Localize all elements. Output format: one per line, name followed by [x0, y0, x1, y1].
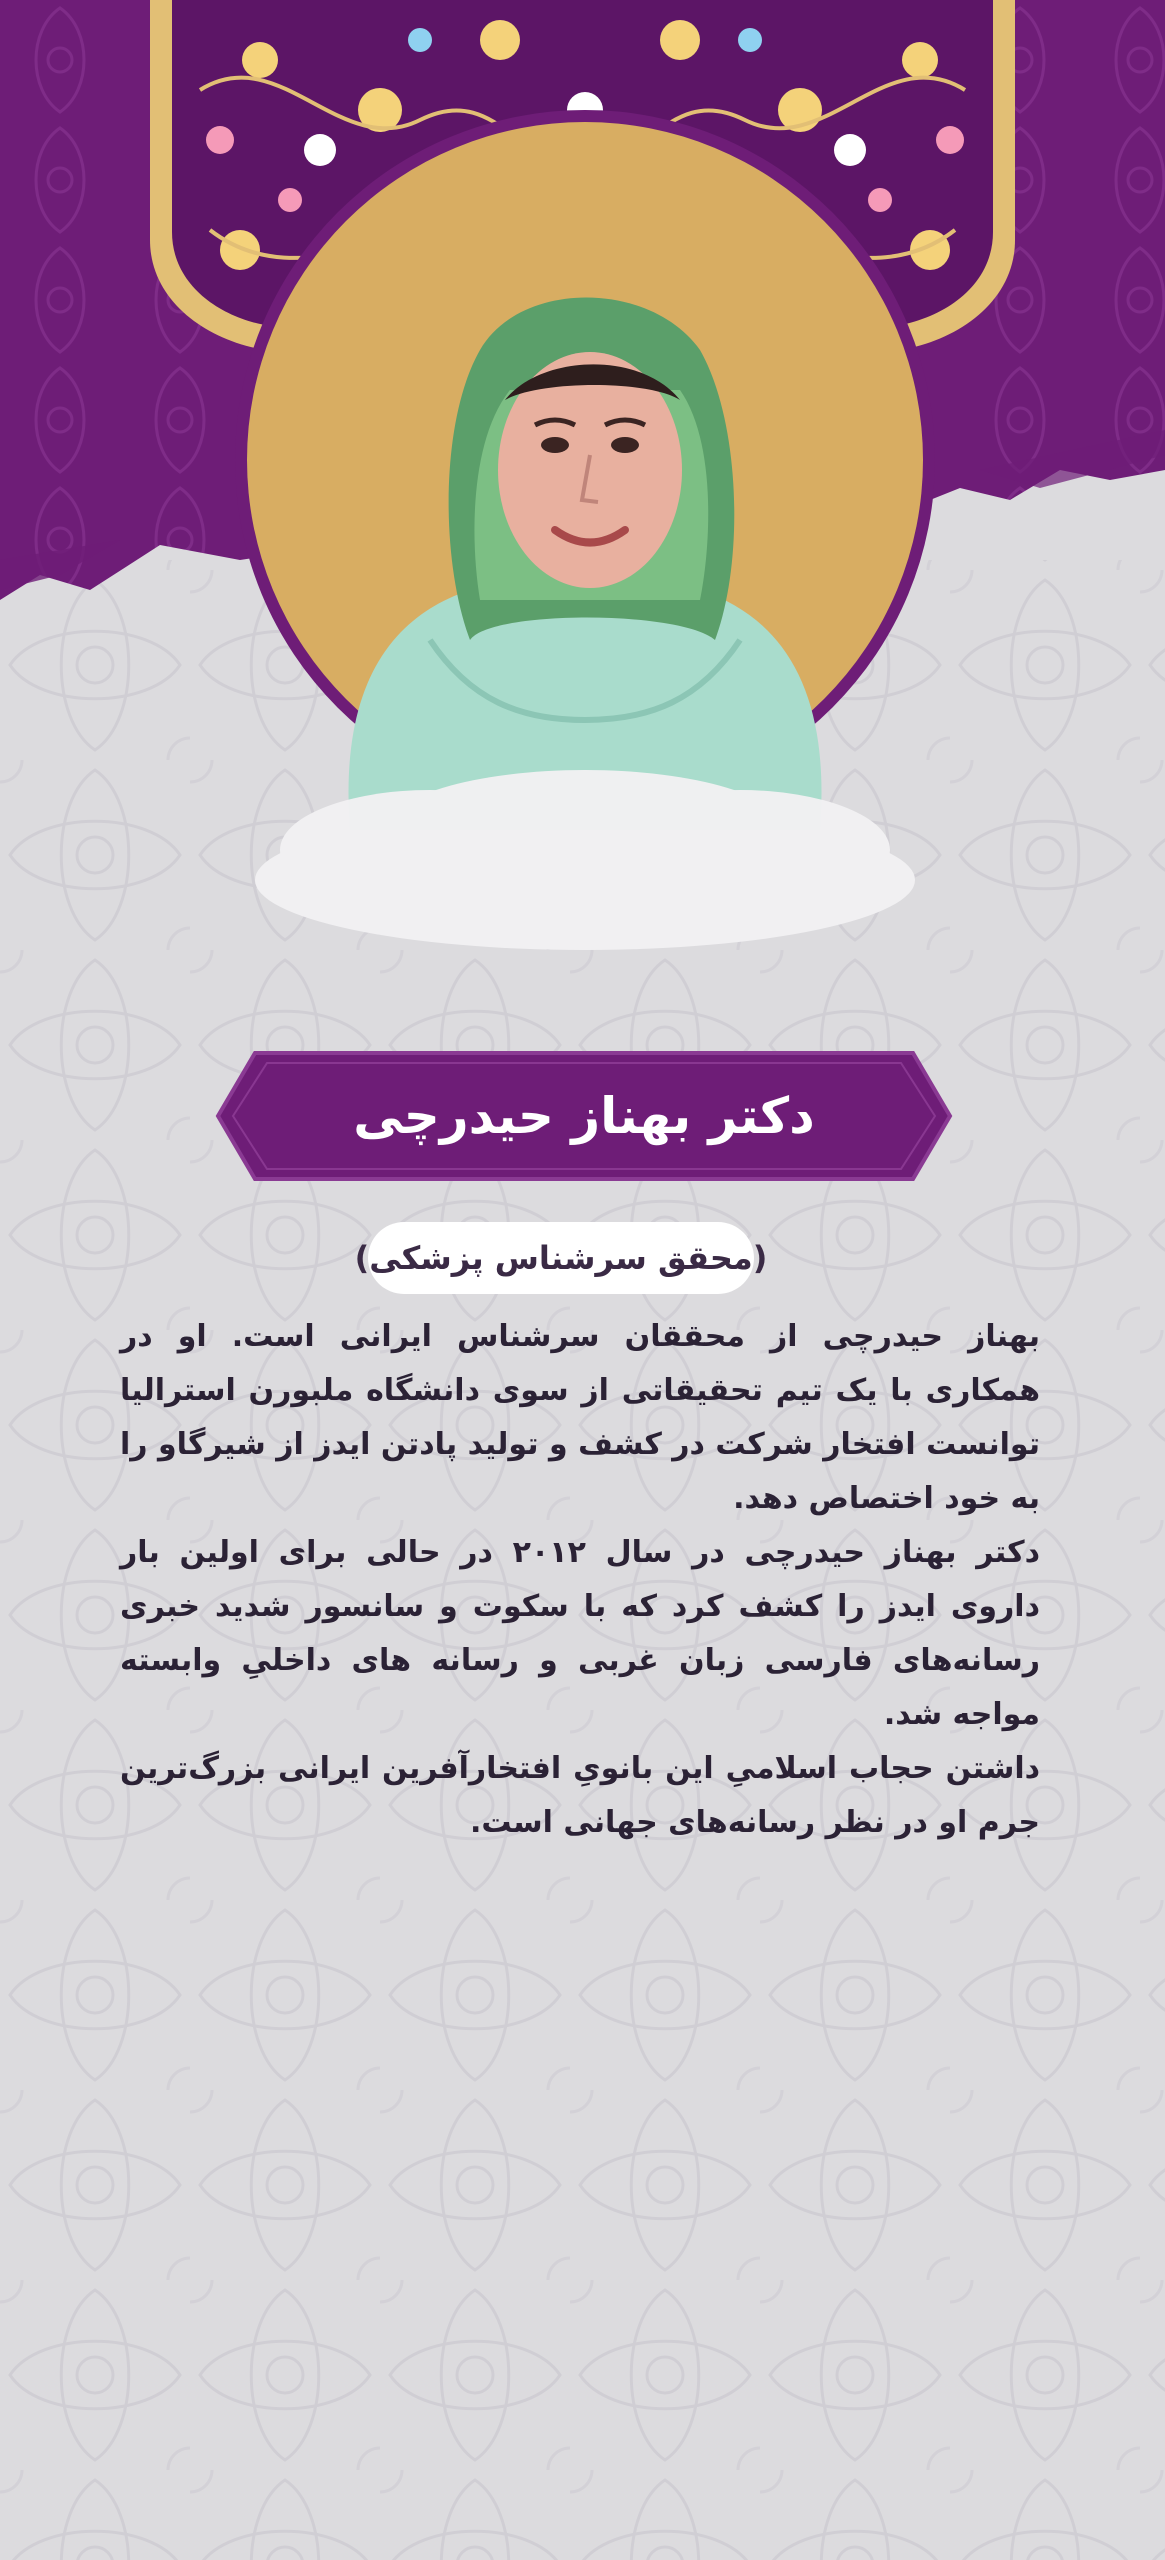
bio-paragraph: دکتر بهناز حیدرچی در سال ۲۰۱۲ در حالی برای اولین بار داروی ایدز را کشف کرد که با سکوت و سانسور شدید خبری رسانه‌های فارسی زبان غربی و رسانه های داخلیِ وابسته مواجه شد.: [120, 1535, 1040, 1732]
bio-paragraph: داشتن حجاب اسلامیِ این بانویِ افتخارآفرین ایرانی بزرگ‌ترین جرم او در نظر رسانه‌های جهانی است.: [120, 1751, 1040, 1840]
biography: [120, 1310, 1040, 1850]
role-badge: (محقق سرشناس پزشکی): [368, 1222, 754, 1294]
bio-paragraph: بهناز حیدرچی از محققان سرشناس ایرانی است. او در همکاری با یک تیم تحقیقاتی از سوی دانشگاه ملبورن استرالیا توانست افتخار شرکت در کشف و تولید پادتن ایدز از شیرگاو را به خود اختصاص دهد.: [120, 1319, 1040, 1516]
portrait-illustration: [0, 0, 1165, 1000]
page-title: دکتر بهناز حیدرچی: [353, 1087, 815, 1145]
